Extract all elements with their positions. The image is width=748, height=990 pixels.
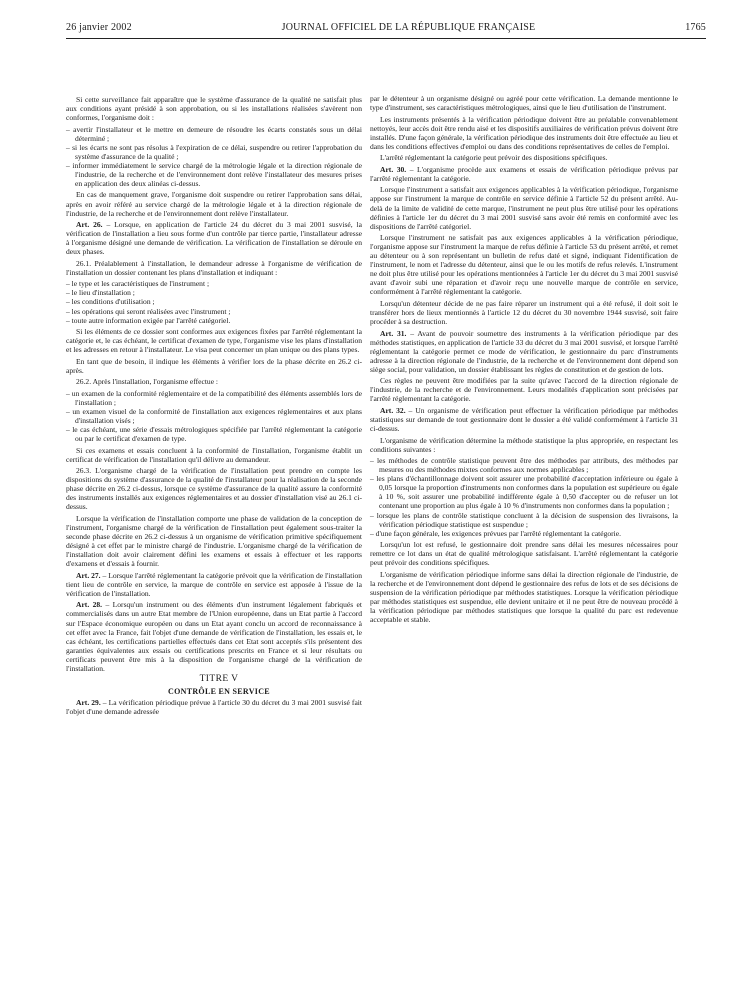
right-column bbox=[370, 94, 678, 627]
paragraph: par le détenteur à un organisme désigné ou agréé pour cette vérification. La demande mentionne le type d'instrument, ses caractéristiques métrologiques, ainsi que le lieu d'utilisation de l'instrument. bbox=[370, 94, 678, 113]
left-column bbox=[66, 95, 362, 719]
list-item: – le type et les caractéristiques de l'instrument ; bbox=[66, 279, 362, 288]
paragraph: 26.1. Préalablement à l'installation, le demandeur adresse à l'organisme de vérification de l'installation un dossier contenant les plans d'installation et indiquant : bbox=[66, 258, 362, 277]
paragraph: L'arrêté réglementant la catégorie peut prévoir des dispositions spécifiques. bbox=[380, 153, 608, 163]
article-29 bbox=[66, 698, 362, 716]
article-label: Art. 28. bbox=[76, 600, 103, 610]
article-text: – L'organisme procède aux examens et essais de vérification périodique prévus par l'arrêté réglementant la catégorie. bbox=[370, 164, 678, 183]
article-text: – Lorsque l'arrêté réglementant la catégorie prévoit que la vérification de l'installation tient lieu de contrôle en service, la marque de contrôle en service est apposée à l'issue de la vérification de l'installation. bbox=[66, 570, 362, 598]
article-31 bbox=[370, 329, 678, 374]
paragraph: L'organisme de vérification périodique informe sans délai la direction régionale de l'industrie, de la recherche et de l'environnement dont dépend le gestionnaire des refus de lots et de ses décisions de suspension de la vérification périodique par méthodes statistiques. Lorsque la vérification périodique par méthodes statistiques est suspendue, elle devient unitaire et il ne peut être de nouveau procédé à la vérification périodique par méthodes statistiques que lorsque la qualité du parc est redevenue acceptable et stable. bbox=[370, 569, 678, 625]
section-subtitle: CONTRÔLE EN SERVICE bbox=[168, 686, 270, 696]
article-text: – Avant de pouvoir soumettre des instruments à la vérification périodique par des méthodes statistiques, en application de l'article 33 du décret du 3 mai 2001 susvisé, et lorsque l'arrêté réglementant la catégorie permet ce mode de vérification, le gestionnaire du parc d'instruments adresse à la direction régionale de l'industrie, de la recherche et de l'environnement dont dépend son siège social, pour validation, un dossier établissant les règles de constitution et de gestion de lots. bbox=[370, 328, 678, 374]
paragraph: 26.2. Après l'installation, l'organisme effectue : bbox=[76, 377, 219, 387]
section-title: TITRE V bbox=[199, 674, 239, 685]
list-item: – toute autre information exigée par l'arrêté catégoriel. bbox=[66, 316, 362, 325]
list-item: – lorsque les plans de contrôle statistique concluent à la décision de suspension des livraisons, la vérification périodique statistique est suspendue ; bbox=[370, 511, 678, 529]
page-header bbox=[66, 22, 706, 36]
article-label: Art. 27. bbox=[76, 570, 101, 580]
list-item: – les opérations qui seront réalisées avec l'instrument ; bbox=[66, 307, 362, 316]
paragraph: L'organisme de vérification détermine la méthode statistique la plus appropriée, en respectant les conditions suivantes : bbox=[370, 435, 678, 454]
list-item: – informer immédiatement le service chargé de la métrologie légale et la direction régionale de l'industrie, de la recherche et de l'environnement dont relève l'installateur des mesures prises en application des deux alinéas ci-dessus. bbox=[66, 161, 362, 188]
article-28 bbox=[66, 600, 362, 672]
paragraph: 26.3. L'organisme chargé de la vérification de l'installation peut prendre en compte les dispositions du système d'assurance de la qualité de l'installateur pour la réalisation de la seconde phase décrite en 26.2 ci-dessus, lorsque ce système d'assurance de la qualité assure la conformité des instruments installés aux exigences réglementaires et au dossier d'installation visé au 26.1 ci-dessus. bbox=[66, 466, 362, 512]
paragraph: Lorsque l'instrument a satisfait aux exigences applicables à la vérification périodique, l'organisme appose sur l'instrument la marque de contrôle en service définie à l'article 52 du présent arrêté. Au-delà de la limite de validité de cette marque, l'instrument ne peut plus être utilisé pour les opérations définies à l'article 1er du décret du 3 mai 2001 susvisé sans avoir été remis en conformité avec les dispositions de l'arrêté catégoriel. bbox=[370, 185, 678, 231]
article-label: Art. 26. bbox=[76, 220, 103, 230]
paragraph: En cas de manquement grave, l'organisme doit suspendre ou retirer l'approbation sans délai, après en avoir référé au service chargé de la métrologie légale et à la direction régionale de l'industrie, de la recherche et de l'environnement dont relève l'installateur. bbox=[66, 190, 362, 218]
list-item: – les plans d'échantillonnage doivent soit assurer une probabilité d'acceptation inférieure ou égale à 0,05 lorsque la proportion d'instruments non conformes dans la population est supérieure ou égale à 10 %, soit assurer une probabilité indifférente égale à 0,50 d'accepter ou de refuser un lot contenant une proportion au plus égale à 10 % d'instruments non conformes dans la population ; bbox=[370, 474, 678, 510]
paragraph: Si les éléments de ce dossier sont conformes aux exigences fixées par l'arrêté réglementant la catégorie et, le cas échéant, le certificat d'examen de type, l'organisme vise les plans d'installation et les adresses en retour à l'installateur. Le visa peut concerner un plan unique ou des plans types. bbox=[66, 327, 362, 355]
list-item: – un examen visuel de la conformité de l'installation aux exigences réglementaires et aux plans d'installation visés ; bbox=[66, 407, 362, 425]
paragraph: Si ces examens et essais concluent à la conformité de l'installation, l'organisme établit un certificat de vérification de l'installation qu'il délivre au demandeur. bbox=[66, 445, 362, 464]
article-32 bbox=[370, 406, 678, 433]
article-30 bbox=[370, 165, 678, 183]
paragraph: Lorsque la vérification de l'installation comporte une phase de validation de la conception de l'instrument, l'organisme chargé de la vérification de l'installation peut également sous-traiter la seconde phase décrite en 26.2 ci-dessus à un organisme de vérification primitive spécifiquement désigné à cet effet par le ministre chargé de l'industrie. L'organisme chargé de la vérification de l'installation doit avoir clairement défini les examens et essais à effectuer et les rapports d'examens et d'essais à fournir. bbox=[66, 514, 362, 569]
header-rule bbox=[66, 38, 706, 39]
article-label: Art. 31. bbox=[380, 328, 407, 338]
article-label: Art. 30. bbox=[380, 164, 407, 174]
list-item: – si les écarts ne sont pas résolus à l'expiration de ce délai, suspendre ou retirer l'approbation du système d'assurance de la qualité ; bbox=[66, 143, 362, 161]
list-item: – les méthodes de contrôle statistique peuvent être des méthodes par attributs, des méthodes par mesures ou des méthodes mixtes conformes aux normes applicables ; bbox=[370, 456, 678, 474]
paragraph: Lorsqu'un détenteur décide de ne pas faire réparer un instrument qui a été refusé, il doit soit le transférer hors de lieux mentionnés à l'article 12 du décret du 30 novembre 1944 susvisé, soit faire procéder à sa destruction. bbox=[370, 298, 678, 327]
paragraph: Les instruments présentés à la vérification périodique doivent être au préalable convenablement nettoyés, leur accès doit être rendu aisé et les dispositifs auxiliaires de vérification prévus doivent être installés. D'une façon générale, la vérification périodique des instruments doit être effectuée au lieu et dans les conditions effectives d'emploi ou dans des conditions représentatives de celles de l'emploi. bbox=[370, 114, 678, 151]
article-text: – La vérification périodique prévue à l'article 30 du décret du 3 mai 2001 susvisé fait l'objet d'une demande adressée bbox=[66, 698, 362, 717]
article-label: Art. 29. bbox=[76, 698, 101, 708]
list-item: – le lieu d'installation ; bbox=[66, 288, 362, 297]
list-item: – le cas échéant, une série d'essais métrologiques spécifiée par l'arrêté réglementant la catégorie ou par le certificat d'examen de type. bbox=[66, 425, 362, 443]
article-26 bbox=[66, 220, 362, 256]
bullet-list bbox=[66, 389, 362, 443]
paragraph: Lorsqu'un lot est refusé, le gestionnaire doit prendre sans délai les mesures nécessaires pour remettre ce lot dans un état de qualité métrologique satisfaisant. L'arrêté réglementant la catégorie peut prévoir des conditions spécifiques. bbox=[370, 540, 678, 568]
header-date: 26 janvier 2002 bbox=[66, 22, 132, 33]
bullet-list bbox=[66, 125, 362, 188]
paragraph: Ces règles ne peuvent être modifiées par la suite qu'avec l'accord de la direction régionale de l'industrie, de la recherche et de l'environnement. Leurs modalités d'application sont précisées par l'arrêté réglementant la catégorie. bbox=[370, 376, 678, 404]
paragraph: En tant que de besoin, il indique les éléments à vérifier lors de la phase décrite en 26.2 ci-après. bbox=[66, 356, 362, 375]
article-text: – Lorsque, en application de l'article 24 du décret du 3 mai 2001 susvisé, la vérification de l'installation a lieu sous forme d'un contrôle par tierce partie, l'installateur adresse à l'organisme désigné une demande de vérification. La vérification de l'installation se déroule en deux phases. bbox=[66, 220, 362, 257]
paragraph: Lorsque l'instrument ne satisfait pas aux exigences applicables à la vérification périodique, l'organisme appose sur l'instrument la marque de refus définie à l'article 53 du présent arrêté, et remet au détenteur ou à son représentant un bulletin de refus daté et signé, indiquant l'identification de l'instrument, le nom et l'adresse du détenteur, ainsi que le ou les motifs de refus relevés. L'instrument ne doit plus être utilisé pour les opérations mentionnées à l'article 1er du décret du 3 mai 2001 susvisé avant d'avoir subi une réparation et d'avoir reçu une nouvelle marque de contrôle en service, conformément à l'arrêté réglementant la catégorie. bbox=[370, 233, 678, 297]
list-item: – les conditions d'utilisation ; bbox=[66, 297, 362, 306]
article-text: – Un organisme de vérification peut effectuer la vérification périodique par méthodes statistiques sur demande de tout gestionnaire dont le dossier a été validé conformément à l'article 31 ci-dessus. bbox=[370, 406, 678, 434]
article-text: – Lorsqu'un instrument ou des éléments d'un instrument légalement fabriqués et commercialisés dans un autre Etat membre de l'Union européenne, dans un Etat partie à l'accord sur l'Espace économique européen ou dans un Etat ayant conclu un accord de reconnaissance à cet effet avec la France, fait l'objet d'une demande de vérification de l'installation, les essais et, le cas échéant, les certifications partielles effectués dans cet Etat sont acceptés s'ils présentent des garanties équivalentes aux essais ou certifications prescrits en France et si leur résultats ou certificats peuvent être mis à la disposition de l'organisme chargé de la vérification de l'installation. bbox=[66, 600, 362, 673]
list-item: – un examen de la conformité réglementaire et de la compatibilité des éléments assemblés lors de l'installation ; bbox=[66, 389, 362, 407]
list-item: – d'une façon générale, les exigences prévues par l'arrêté réglementant la catégorie. bbox=[370, 529, 678, 538]
bullet-list bbox=[66, 279, 362, 324]
journal-title: JOURNAL OFFICIEL DE LA RÉPUBLIQUE FRANÇAISE bbox=[281, 22, 536, 33]
bullet-list bbox=[370, 456, 678, 537]
article-27 bbox=[66, 571, 362, 598]
paragraph: Si cette surveillance fait apparaître que le système d'assurance de la qualité ne satisfait plus aux conditions ayant présidé à son approbation, ou si les installations réalisées s'avèrent non conformes, l'organisme doit : bbox=[66, 95, 362, 123]
article-label: Art. 32. bbox=[380, 406, 406, 415]
list-item: – avertir l'installateur et le mettre en demeure de résoudre les écarts constatés sous un délai déterminé ; bbox=[66, 125, 362, 143]
page-number: 1765 bbox=[685, 22, 706, 33]
